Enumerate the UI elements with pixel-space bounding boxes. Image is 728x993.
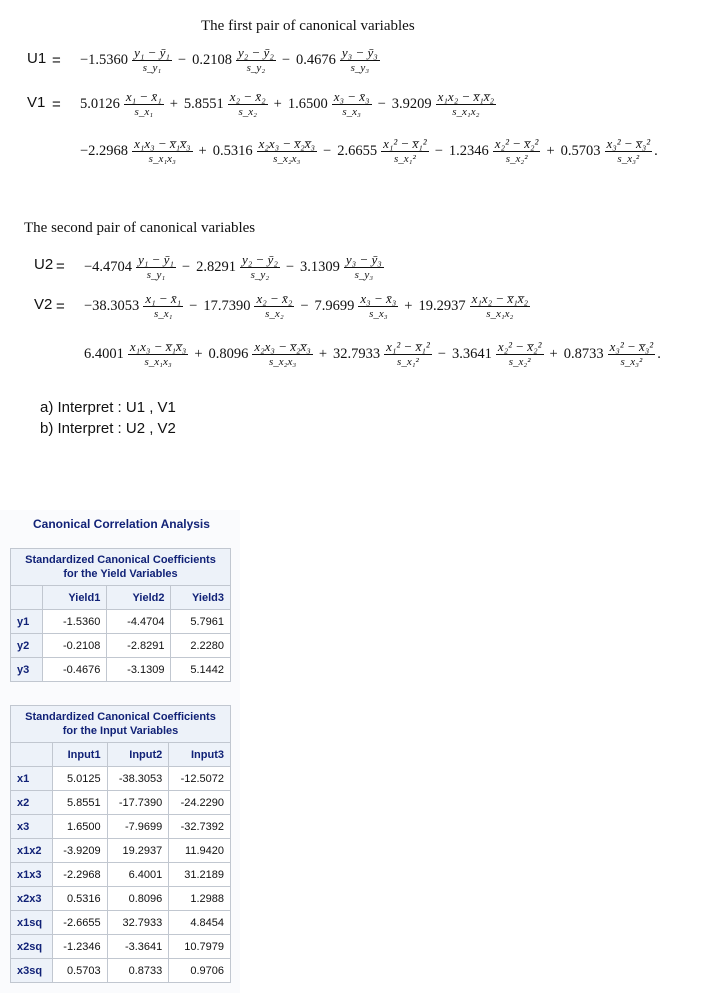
- term-numerator: x₁x₂ − x̅₁x̅₂: [471, 291, 529, 306]
- input-col-header: Input1: [52, 743, 107, 767]
- standardized-term: [132, 136, 192, 166]
- operator: −: [437, 345, 446, 362]
- standardized-term: [240, 252, 280, 282]
- input-col-header: Input2: [107, 743, 169, 767]
- operator: −: [189, 297, 198, 314]
- standardized-term: [252, 339, 312, 369]
- operator: −: [281, 51, 291, 68]
- table-row: [11, 911, 231, 935]
- standardized-term: [344, 252, 384, 282]
- coefficient: 3.3641: [451, 345, 492, 362]
- term-denominator: s_x₁x₂: [486, 308, 514, 320]
- term-denominator: s_x₁x₃: [148, 153, 176, 165]
- term-denominator: s_x₃²: [617, 153, 640, 165]
- table-row: [11, 767, 231, 791]
- equation-end-period: .: [654, 142, 658, 159]
- table-cell: -12.5072: [169, 767, 231, 791]
- coefficient: 2.8291: [196, 258, 236, 275]
- sas-output-title: Canonical Correlation Analysis: [33, 517, 210, 531]
- operator: +: [169, 95, 178, 112]
- yield-col-header: Yield1: [43, 586, 107, 610]
- term-denominator: s_x₁: [153, 308, 173, 320]
- term-denominator: s_x₁: [134, 106, 154, 118]
- standardized-term: [128, 339, 188, 369]
- term-denominator: s_x₃: [342, 106, 361, 118]
- input-coefficients-table: [10, 705, 231, 983]
- table-cell: -24.2290: [169, 791, 231, 815]
- row-header: x3sq: [11, 959, 53, 983]
- standardized-term: [136, 252, 176, 282]
- term-denominator: s_x₂: [265, 308, 284, 320]
- coefficient: 6.4001: [84, 345, 124, 362]
- operator: −: [181, 258, 191, 275]
- u2-equals: =: [56, 258, 65, 275]
- standardized-term: [608, 339, 656, 369]
- operator: −: [300, 297, 309, 314]
- term-numerator: x₁² − x̅₁²: [386, 339, 430, 354]
- term-numerator: x₂² − x̅₂²: [494, 136, 539, 151]
- question-a: a) Interpret : U1 , V1: [40, 399, 176, 416]
- standardized-term: [493, 136, 541, 166]
- table-cell: -7.9699: [107, 815, 169, 839]
- coefficient: 5.0126: [80, 95, 120, 112]
- u2-label: U2: [34, 256, 54, 273]
- standardized-term: [605, 136, 653, 166]
- coefficient: 19.2937: [418, 297, 466, 314]
- standardized-term: [254, 291, 294, 321]
- table-cell: -32.7392: [169, 815, 231, 839]
- table-cell: -3.3641: [107, 935, 169, 959]
- standardized-term: [384, 339, 432, 369]
- term-numerator: x₂ − x̄₂: [229, 89, 266, 104]
- coefficient: 5.8551: [183, 95, 224, 112]
- input-table-caption: [11, 706, 231, 743]
- input-col-header: Input3: [169, 743, 231, 767]
- standardized-term: [332, 89, 372, 119]
- term-numerator: x₁ − x̄₁: [145, 291, 182, 306]
- coefficient: 0.5703: [560, 142, 601, 159]
- standardized-term: [228, 89, 268, 119]
- operator: −: [323, 142, 332, 159]
- first-pair-title: The first pair of canonical variables: [201, 18, 415, 34]
- v1-equation-line1: [78, 89, 498, 119]
- standardized-term: [257, 136, 317, 166]
- table-cell: -1.5360: [43, 610, 107, 634]
- term-numerator: y₃ − ȳ₃: [345, 252, 382, 267]
- term-numerator: x₁x₃ − x̅₁x̅₃: [134, 136, 191, 151]
- yield-col-header: Yield3: [171, 586, 231, 610]
- coefficient: 1.2346: [448, 142, 489, 159]
- row-header: x2: [11, 791, 53, 815]
- operator: −: [177, 51, 187, 68]
- u2-equation: [82, 252, 386, 282]
- term-denominator: s_x₁²: [397, 356, 419, 368]
- coefficient: 2.6655: [337, 142, 378, 159]
- table-cell: 10.7979: [169, 935, 231, 959]
- coefficient: −38.3053: [84, 297, 140, 314]
- equation-end-period: .: [657, 345, 661, 362]
- yield-col-header: Yield2: [107, 586, 171, 610]
- table-cell: 5.8551: [52, 791, 107, 815]
- term-numerator: x₂² − x̅₂²: [497, 339, 542, 354]
- table-row: [11, 791, 231, 815]
- table-cell: 5.0125: [52, 767, 107, 791]
- term-denominator: s_x₂²: [505, 153, 528, 165]
- table-cell: -17.7390: [107, 791, 169, 815]
- table-cell: 5.7961: [171, 610, 231, 634]
- standardized-term: [436, 89, 496, 119]
- table-cell: -0.4676: [43, 658, 107, 682]
- table-cell: 0.8733: [107, 959, 169, 983]
- table-row: [11, 658, 231, 682]
- coefficient: 7.9699: [314, 297, 355, 314]
- yield-coefficients-table: [10, 548, 231, 682]
- row-header: x1x2: [11, 839, 53, 863]
- operator: −: [434, 142, 443, 159]
- table-cell: 4.8454: [169, 911, 231, 935]
- v1-equation-line2: [78, 136, 658, 166]
- row-header: y2: [11, 634, 43, 658]
- term-numerator: x₂x₃ − x̅₂x̅₃: [254, 339, 311, 354]
- term-numerator: x₃ − x̄₃: [360, 291, 397, 306]
- term-denominator: s_y₁: [146, 269, 166, 281]
- term-denominator: s_x₁²: [393, 153, 416, 165]
- table-cell: -3.1309: [107, 658, 171, 682]
- operator: −: [377, 95, 386, 112]
- table-cell: 1.6500: [52, 815, 107, 839]
- operator: +: [198, 142, 207, 159]
- term-denominator: s_x₂: [238, 106, 257, 118]
- term-numerator: x₃ − x̄₃: [333, 89, 370, 104]
- term-denominator: s_y₃: [354, 269, 374, 281]
- second-pair-title: The second pair of canonical variables: [24, 220, 256, 236]
- row-header: y1: [11, 610, 43, 634]
- yield-table-corner: [11, 586, 43, 610]
- v2-equation-line2: [82, 339, 661, 369]
- row-header: x3: [11, 815, 53, 839]
- standardized-term: [340, 45, 380, 75]
- term-numerator: x₃² − x̅₃²: [606, 136, 651, 151]
- table-row: [11, 887, 231, 911]
- coefficient: 0.8096: [208, 345, 249, 362]
- row-header: x1: [11, 767, 53, 791]
- standardized-term: [143, 291, 183, 321]
- coefficient: 17.7390: [203, 297, 251, 314]
- term-numerator: y₃ − ȳ₃: [341, 45, 378, 60]
- question-b: b) Interpret : U2 , V2: [40, 420, 176, 437]
- operator: +: [194, 345, 203, 362]
- standardized-term: [358, 291, 398, 321]
- term-denominator: s_x₃: [369, 308, 388, 320]
- standardized-term: [132, 45, 172, 75]
- table-row: [11, 863, 231, 887]
- term-numerator: x₃² − x̅₃²: [609, 339, 654, 354]
- coefficient: 0.4676: [296, 51, 336, 68]
- table-cell: -1.2346: [52, 935, 107, 959]
- yield-caption-line2: for the Yield Variables: [63, 568, 178, 580]
- coefficient: 32.7933: [333, 345, 381, 362]
- table-row: [11, 634, 231, 658]
- row-header: y3: [11, 658, 43, 682]
- term-denominator: s_y₃: [350, 62, 370, 74]
- row-header: x1sq: [11, 911, 53, 935]
- coefficient: 3.9209: [391, 95, 432, 112]
- v2-equals: =: [56, 298, 65, 315]
- term-denominator: s_x₃²: [620, 356, 643, 368]
- coefficient: 0.5316: [212, 142, 253, 159]
- coefficient: 0.8733: [563, 345, 604, 362]
- table-cell: -2.2968: [52, 863, 107, 887]
- operator: +: [404, 297, 413, 314]
- standardized-term: [381, 136, 429, 166]
- row-header: x2x3: [11, 887, 53, 911]
- table-cell: 0.8096: [107, 887, 169, 911]
- term-numerator: x₂x₃ − x̅₂x̅₃: [258, 136, 315, 151]
- table-cell: -2.8291: [107, 634, 171, 658]
- coefficient: 1.6500: [287, 95, 328, 112]
- operator: +: [549, 345, 558, 362]
- u1-label: U1: [27, 50, 47, 67]
- coefficient: −4.4704: [84, 258, 133, 275]
- term-denominator: s_y₂: [250, 269, 270, 281]
- standardized-term: [236, 45, 276, 75]
- table-cell: 1.2988: [169, 887, 231, 911]
- operator: +: [318, 345, 327, 362]
- term-numerator: x₁ − x̄₁: [125, 89, 162, 104]
- v2-label: V2: [34, 296, 53, 313]
- table-cell: 0.5703: [52, 959, 107, 983]
- term-numerator: x₁x₂ − x̅₁x̅₂: [437, 89, 495, 104]
- standardized-term: [496, 339, 544, 369]
- table-cell: 32.7933: [107, 911, 169, 935]
- term-denominator: s_x₁x₃: [144, 356, 172, 368]
- table-cell: 19.2937: [107, 839, 169, 863]
- v1-equals: =: [52, 96, 61, 113]
- term-numerator: x₂ − x̄₂: [256, 291, 293, 306]
- operator: +: [546, 142, 555, 159]
- v2-equation-line1: [82, 291, 532, 321]
- table-cell: -4.4704: [107, 610, 171, 634]
- term-denominator: s_x₁x₂: [452, 106, 480, 118]
- term-denominator: s_y₁: [142, 62, 162, 74]
- coefficient: −1.5360: [80, 51, 129, 68]
- input-caption-line1: Standardized Canonical Coefficients: [25, 711, 216, 723]
- table-cell: 11.9420: [169, 839, 231, 863]
- coefficient: 3.1309: [300, 258, 340, 275]
- table-row: [11, 935, 231, 959]
- operator: +: [273, 95, 282, 112]
- yield-table-caption: [11, 549, 231, 586]
- table-cell: 0.5316: [52, 887, 107, 911]
- row-header: x1x3: [11, 863, 53, 887]
- standardized-term: [124, 89, 164, 119]
- term-denominator: s_x₂²: [508, 356, 531, 368]
- term-numerator: y₁ − ȳ₁: [138, 252, 174, 267]
- table-cell: 5.1442: [171, 658, 231, 682]
- table-cell: 0.9706: [169, 959, 231, 983]
- standardized-term: [470, 291, 530, 321]
- term-numerator: y₂ − ȳ₂: [237, 45, 274, 60]
- table-cell: 31.2189: [169, 863, 231, 887]
- term-numerator: y₂ − ȳ₂: [241, 252, 278, 267]
- term-denominator: s_x₂x₃: [268, 356, 297, 368]
- table-row: [11, 839, 231, 863]
- table-cell: 2.2280: [171, 634, 231, 658]
- yield-caption-line1: Standardized Canonical Coefficients: [25, 554, 216, 566]
- coefficient: 0.2108: [192, 51, 232, 68]
- input-table-corner: [11, 743, 53, 767]
- operator: −: [285, 258, 295, 275]
- table-cell: -0.2108: [43, 634, 107, 658]
- u1-equals: =: [52, 52, 61, 69]
- table-cell: -2.6655: [52, 911, 107, 935]
- table-row: [11, 815, 231, 839]
- term-denominator: s_x₂x₃: [273, 153, 301, 165]
- term-numerator: x₁x₃ − x̅₁x̅₃: [129, 339, 187, 354]
- term-numerator: x₁² − x̅₁²: [383, 136, 427, 151]
- table-cell: 6.4001: [107, 863, 169, 887]
- table-cell: -38.3053: [107, 767, 169, 791]
- table-cell: -3.9209: [52, 839, 107, 863]
- row-header: x2sq: [11, 935, 53, 959]
- input-caption-line2: for the Input Variables: [62, 725, 179, 737]
- u1-equation: [78, 45, 382, 75]
- table-row: [11, 959, 231, 983]
- term-numerator: y₁ − ȳ₁: [134, 45, 170, 60]
- v1-label: V1: [27, 94, 46, 111]
- table-row: [11, 610, 231, 634]
- term-denominator: s_y₂: [246, 62, 266, 74]
- coefficient: −2.2968: [80, 142, 129, 159]
